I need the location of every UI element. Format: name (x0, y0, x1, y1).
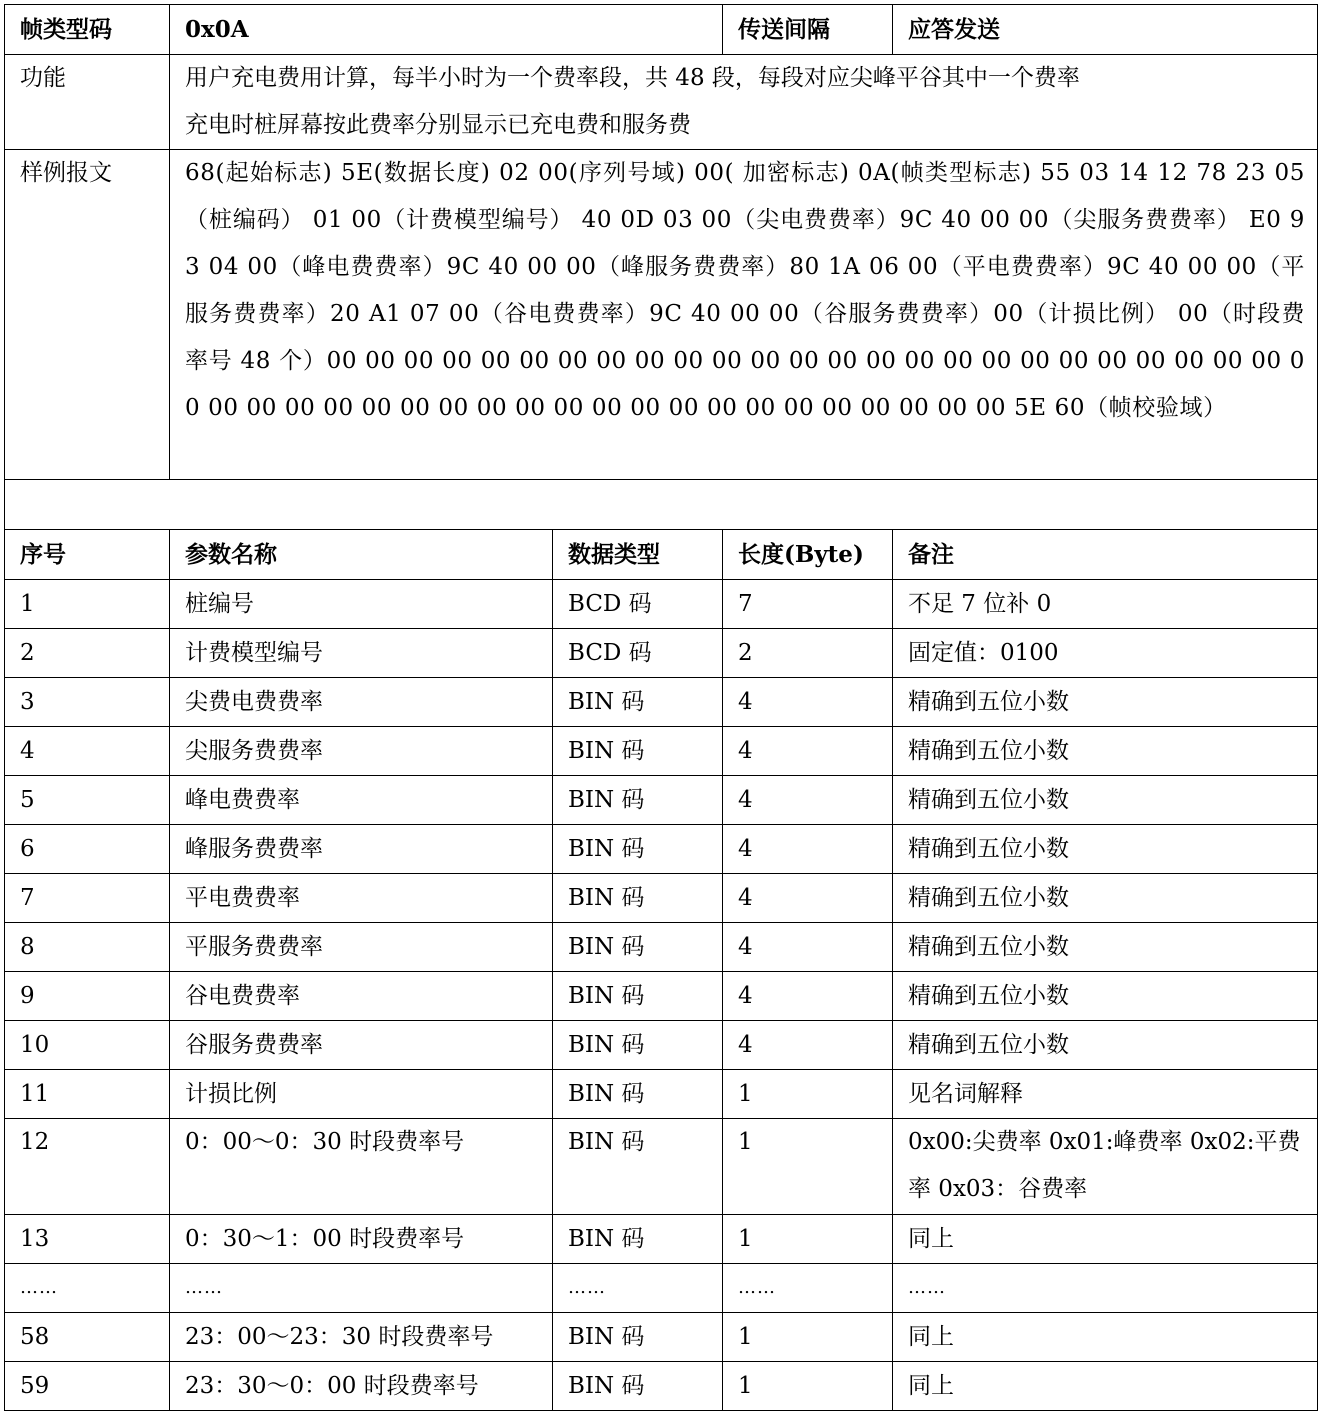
column-header-row (5, 530, 1318, 580)
note: 精确到五位小数 (893, 972, 1318, 1021)
data-type: BIN 码 (553, 1021, 723, 1070)
length: 1 (723, 1070, 893, 1119)
data-type: BIN 码 (553, 1070, 723, 1119)
sample-row (5, 150, 1318, 480)
length: 4 (723, 776, 893, 825)
row-number: 1 (5, 580, 170, 629)
interval-value: 应答发送 (893, 5, 1318, 55)
function-description (170, 55, 1318, 150)
table-row (5, 629, 1318, 678)
frame-type-label: 帧类型码 (5, 5, 170, 55)
table-row (5, 678, 1318, 727)
length: …… (723, 1264, 893, 1313)
data-type: …… (553, 1264, 723, 1313)
table-row (5, 1264, 1318, 1313)
table-row (5, 1021, 1318, 1070)
length: 1 (723, 1313, 893, 1362)
interval-label: 传送间隔 (723, 5, 893, 55)
note: 同上 (893, 1215, 1318, 1264)
row-number: …… (5, 1264, 170, 1313)
param-name: 尖服务费费率 (170, 727, 553, 776)
length: 2 (723, 629, 893, 678)
function-line: 用户充电费用计算，每半小时为一个费率段，共 48 段，每段对应尖峰平谷其中一个费率 (185, 65, 1080, 91)
note: 不足 7 位补 0 (893, 580, 1318, 629)
note-text: 0x00:尖费率 0x01:峰费率 0x02:平费率 0x03：谷费率 (908, 1129, 1301, 1202)
length: 1 (723, 1215, 893, 1264)
data-type: BIN 码 (553, 1313, 723, 1362)
row-number: 9 (5, 972, 170, 1021)
data-type: BIN 码 (553, 1119, 723, 1215)
note: 精确到五位小数 (893, 1021, 1318, 1070)
table-row (5, 1362, 1318, 1411)
row-number: 13 (5, 1215, 170, 1264)
row-number: 7 (5, 874, 170, 923)
length: 4 (723, 874, 893, 923)
data-type: BIN 码 (553, 874, 723, 923)
note: …… (893, 1264, 1318, 1313)
param-name: 23：00～23：30 时段费率号 (170, 1313, 553, 1362)
spacer-row (5, 480, 1318, 530)
table-row (5, 580, 1318, 629)
param-name: 峰电费费率 (170, 776, 553, 825)
data-type: BIN 码 (553, 1215, 723, 1264)
frame-type-value: 0x0A (170, 5, 723, 55)
sample-label: 样例报文 (5, 150, 170, 480)
sample-text: 68(起始标志) 5E(数据长度) 02 00(序列号域) 00( 加密标志) 0A(帧类型标志) 55 03 14 12 78 23 05（桩编码） 01 00（计费模型编号） 40 0D 03 00（尖电费费率）9C 40 00 00（尖服务费费率） E0 93 04 00（峰电费费率）9C 40 00 00（峰服务费费率）80 1A 06 00（平电费费率）9C 40 00 00（平服务费费率）20 A1 07 00（谷电费费率）9C 40 00 00（谷服务费费率）00（计损比例） 00（时段费率号 48 个）00 00 00 00 00 00 00 00 00 00 00 00 00 00 00 00 00 00 00 00 00 00 00 00 00 00 00 00 00 00 00 00 00 00 00 00 00 00 00 00 00 00 00 00 00 00 00 5E 60（帧校验域） (185, 160, 1305, 421)
length: 1 (723, 1362, 893, 1411)
row-number: 8 (5, 923, 170, 972)
table-row (5, 1119, 1318, 1215)
table-row (5, 727, 1318, 776)
param-name: 计费模型编号 (170, 629, 553, 678)
table-row (5, 1313, 1318, 1362)
function-line: 充电时桩屏幕按此费率分别显示已充电费和服务费 (185, 112, 691, 138)
column-header: 序号 (5, 530, 170, 580)
param-name: 计损比例 (170, 1070, 553, 1119)
param-name: 峰服务费费率 (170, 825, 553, 874)
row-number: 11 (5, 1070, 170, 1119)
param-name: 0：30～1：00 时段费率号 (170, 1215, 553, 1264)
length: 4 (723, 825, 893, 874)
row-number: 4 (5, 727, 170, 776)
length: 1 (723, 1119, 893, 1215)
note: 同上 (893, 1362, 1318, 1411)
spacer-cell (5, 480, 1318, 530)
param-name: 桩编号 (170, 580, 553, 629)
table-row (5, 1070, 1318, 1119)
data-type: BIN 码 (553, 972, 723, 1021)
note: 精确到五位小数 (893, 678, 1318, 727)
length: 4 (723, 727, 893, 776)
param-name: 23：30～0：00 时段费率号 (170, 1362, 553, 1411)
data-type: BIN 码 (553, 727, 723, 776)
param-name: 谷电费费率 (170, 972, 553, 1021)
column-header: 长度(Byte) (723, 530, 893, 580)
data-type: BCD 码 (553, 629, 723, 678)
data-type: BIN 码 (553, 776, 723, 825)
row-number: 10 (5, 1021, 170, 1070)
table-row (5, 923, 1318, 972)
data-type: BIN 码 (553, 678, 723, 727)
note: 精确到五位小数 (893, 874, 1318, 923)
length: 4 (723, 923, 893, 972)
row-number: 12 (5, 1119, 170, 1215)
column-header: 数据类型 (553, 530, 723, 580)
row-number: 58 (5, 1313, 170, 1362)
note: 精确到五位小数 (893, 825, 1318, 874)
function-row (5, 55, 1318, 150)
table-row (5, 825, 1318, 874)
param-name: 平电费费率 (170, 874, 553, 923)
frame-type-row (5, 5, 1318, 55)
param-name: 谷服务费费率 (170, 1021, 553, 1070)
row-number: 5 (5, 776, 170, 825)
data-type: BCD 码 (553, 580, 723, 629)
length: 4 (723, 972, 893, 1021)
param-name: 0：00～0：30 时段费率号 (170, 1119, 553, 1215)
note: 同上 (893, 1313, 1318, 1362)
param-name: 平服务费费率 (170, 923, 553, 972)
note: 精确到五位小数 (893, 923, 1318, 972)
note: 见名词解释 (893, 1070, 1318, 1119)
column-header: 参数名称 (170, 530, 553, 580)
param-name: 尖费电费费率 (170, 678, 553, 727)
function-label: 功能 (5, 55, 170, 150)
row-number: 59 (5, 1362, 170, 1411)
table-row (5, 776, 1318, 825)
table-row (5, 972, 1318, 1021)
row-number: 3 (5, 678, 170, 727)
note (893, 1119, 1318, 1215)
protocol-table (4, 4, 1318, 1411)
note: 精确到五位小数 (893, 727, 1318, 776)
length: 4 (723, 1021, 893, 1070)
length: 7 (723, 580, 893, 629)
column-header: 备注 (893, 530, 1318, 580)
sample-message (170, 150, 1318, 480)
data-type: BIN 码 (553, 825, 723, 874)
note: 固定值：0100 (893, 629, 1318, 678)
row-number: 6 (5, 825, 170, 874)
param-name: …… (170, 1264, 553, 1313)
table-row (5, 874, 1318, 923)
note: 精确到五位小数 (893, 776, 1318, 825)
data-type: BIN 码 (553, 1362, 723, 1411)
length: 4 (723, 678, 893, 727)
row-number: 2 (5, 629, 170, 678)
data-type: BIN 码 (553, 923, 723, 972)
table-row (5, 1215, 1318, 1264)
